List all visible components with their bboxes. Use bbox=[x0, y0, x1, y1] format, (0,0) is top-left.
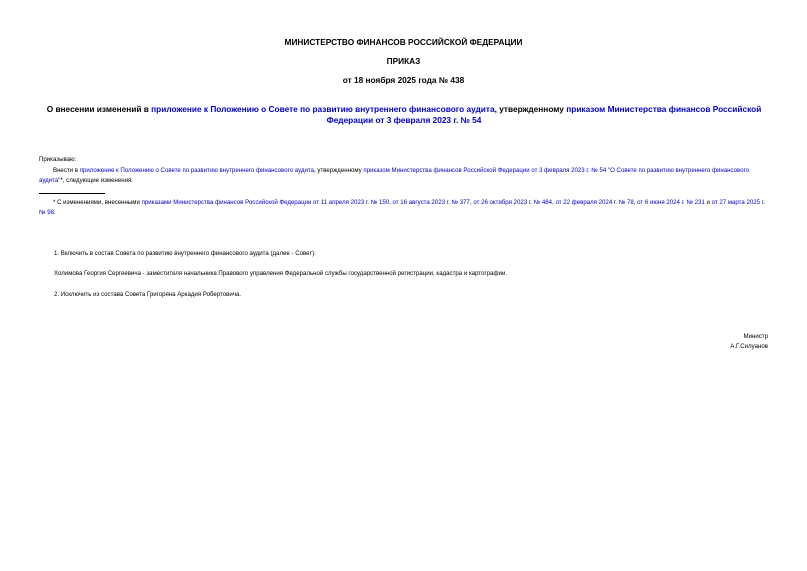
signature-position: Министр bbox=[743, 333, 768, 340]
order-word: Приказываю: bbox=[39, 156, 77, 163]
footnote-link-6[interactable]: от 27 марта 2025 г. № 98 bbox=[39, 199, 765, 216]
footnote-prefix: * С изменениями, внесенными bbox=[53, 199, 142, 206]
title-link-order[interactable]: приказом bbox=[566, 104, 606, 114]
footnote-link-5[interactable]: от 6 июня 2024 г. № 231 bbox=[637, 199, 705, 206]
footnote bbox=[39, 198, 769, 218]
footnote-end: . bbox=[54, 209, 56, 216]
footnote-sep: , bbox=[552, 199, 556, 206]
signature-name: А.Г.Силуанов bbox=[730, 343, 768, 350]
footnote-sep: , bbox=[469, 199, 474, 206]
title-prefix: О внесении изменений в bbox=[46, 104, 152, 114]
footnote-sep: , bbox=[389, 199, 393, 206]
date-number-heading: от 18 ноября 2025 года № 438 bbox=[342, 75, 465, 85]
item-1: 1. Включить в состав Совета по развитию внутреннего финансового аудита (далее - Совет): bbox=[54, 250, 316, 257]
footnote-link-2[interactable]: от 16 августа 2023 г. № 377 bbox=[392, 199, 470, 206]
footnote-sep: , bbox=[633, 199, 638, 206]
title-mid: , утвержденному bbox=[494, 104, 567, 114]
body-paragraph bbox=[39, 166, 769, 186]
body-mid: , утвержденному bbox=[314, 167, 364, 174]
footnote-sep: и bbox=[704, 199, 712, 206]
title-link-appendix[interactable]: приложение к Положению о Совете по развитию внутреннего финансового аудита bbox=[151, 104, 495, 114]
document-title bbox=[44, 104, 764, 126]
footnote-link-3[interactable]: от 26 октября 2023 г. № 484 bbox=[473, 199, 553, 206]
item-1-person: Холимова Георгия Сергеевича - заместителя начальника Правового управления Федеральной службы государственной регистрации, кадастра и картографии. bbox=[54, 270, 508, 277]
footnote-link-4[interactable]: от 22 февраля 2024 г. № 78 bbox=[555, 199, 634, 206]
item-2: 2. Исключить из состава Совета Григоряна Аркадия Робертовича. bbox=[54, 291, 242, 298]
body-prefix: Внести в bbox=[53, 167, 80, 174]
body-suffix: *, следующие изменения: bbox=[60, 177, 133, 184]
footnote-divider bbox=[39, 193, 105, 194]
ministry-heading: МИНИСТЕРСТВО ФИНАНСОВ РОССИЙСКОЙ ФЕДЕРАЦИИ bbox=[284, 37, 523, 47]
body-link-appendix[interactable]: приложение к Положению о Совете по развитию внутреннего финансового аудита bbox=[79, 167, 315, 174]
title-link-ministry[interactable]: Министерства финансов Российской Федерации от 3 февраля 2023 г. № 54 bbox=[326, 104, 762, 125]
footnote-link-1[interactable]: приказами Министерства финансов Российской Федерации от 11 апреля 2023 г. № 150 bbox=[141, 199, 390, 206]
body-link-order[interactable]: приказом Министерства финансов Российской Федерации от 3 февраля 2023 г. № 54 "О Совете по развитию внутреннего финансового аудита" bbox=[39, 167, 750, 184]
doc-type-heading: ПРИКАЗ bbox=[386, 56, 421, 66]
